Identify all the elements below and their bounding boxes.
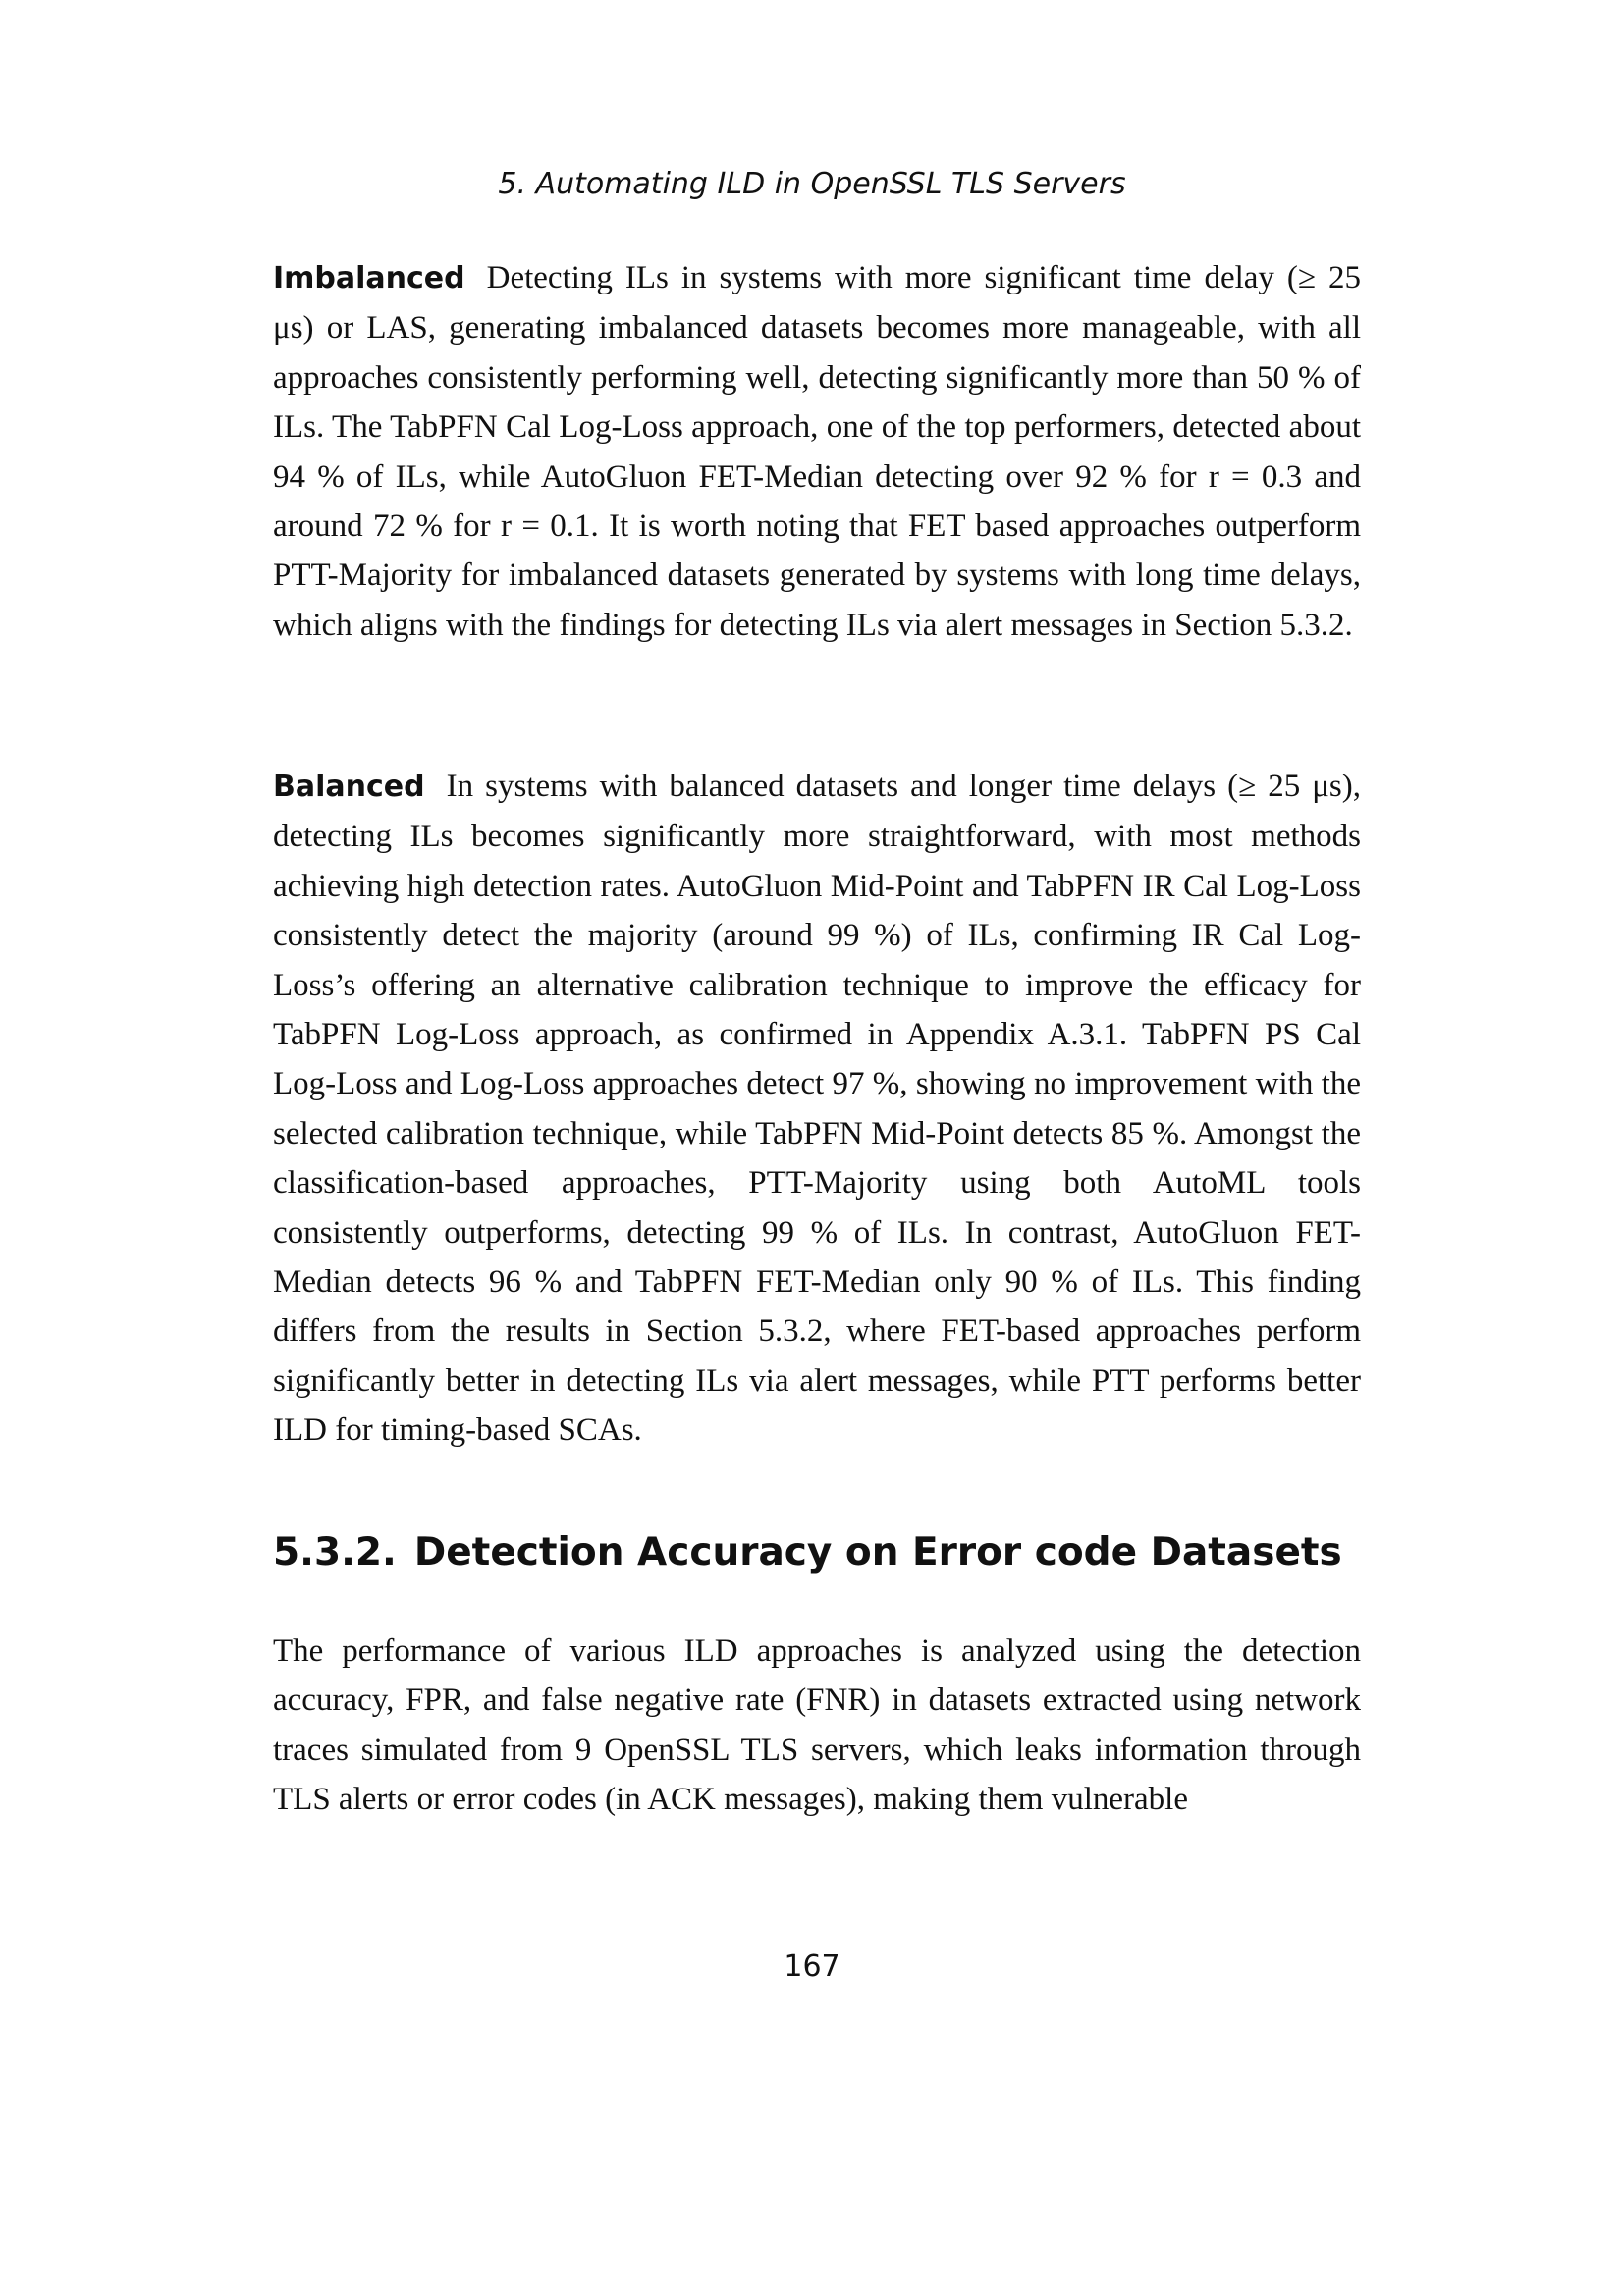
paragraph-label-balanced: Balanced: [273, 770, 425, 804]
page-number: 167: [784, 1949, 840, 1984]
section-paragraph-body: The performance of various ILD approaches is analyzed using the detection accuracy, FPR, and false negative rate (FNR) in datasets extracted using network traces simulated from 9 OpenSSL TLS servers, which leaks information through TLS alerts or error codes (in ACK messages), making them vulnerable: [273, 1633, 1361, 1818]
paragraph-imbalanced-body: [273, 253, 1361, 650]
paragraph-balanced-body: [273, 762, 1361, 1456]
section-paragraph: [273, 1627, 1361, 1825]
paragraph-imbalanced: [273, 253, 1361, 650]
paragraph-text-balanced: In systems with balanced datasets and longer time delays (≥ 25 μs), detecting ILs becomes significantly more straightforward, with most methods achieving high detection rates. AutoGluon Mid-Point and TabPFN IR Cal Log-Loss consistently detect the majority (around 99 %) of ILs, confirming IR Cal Log-Loss’s offering an alternative calibration technique to improve the efficacy for TabPFN Log-Loss approach, as confirmed in Appendix A.3.1. TabPFN PS Cal Log-Loss and Log-Loss approaches detect 97 %, showing no improvement with the selected calibration technique, while TabPFN Mid-Point detects 85 %. Amongst the classification-based approaches, PTT-Majority using both AutoML tools consistently outperforms, detecting 99 % of ILs. In contrast, AutoGluon FET-Median detects 96 % and TabPFN FET-Median only 90 % of ILs. This finding differs from the results in Section 5.3.2, where FET-based approaches perform significantly better in detecting ILs via alert messages, while PTT performs better ILD for timing-based SCAs.: [273, 769, 1361, 1449]
section-heading: [273, 1526, 1361, 1579]
section-number: 5.3.2.: [273, 1530, 397, 1575]
paragraph-balanced: [273, 762, 1361, 1456]
running-head: 5. Automating ILD in OpenSSL TLS Servers: [498, 167, 1126, 201]
section-title: Detection Accuracy on Error code Datasets: [413, 1530, 1342, 1575]
paragraph-text-imbalanced: Detecting ILs in systems with more significant time delay (≥ 25 μs) or LAS, generating imbalanced datasets becomes more manageable, with all approaches consistently performing well, detecting significantly more than 50 % of ILs. The TabPFN Cal Log-Loss approach, one of the top performers, detected about 94 % of ILs, while AutoGluon FET-Median detecting over 92 % for r = 0.3 and around 72 % for r = 0.1. It is worth noting that FET based approaches outperform PTT-Majority for imbalanced datasets generated by systems with long time delays, which aligns with the findings for detecting ILs via alert messages in Section 5.3.2.: [273, 260, 1361, 643]
paragraph-label-imbalanced: Imbalanced: [273, 261, 465, 295]
